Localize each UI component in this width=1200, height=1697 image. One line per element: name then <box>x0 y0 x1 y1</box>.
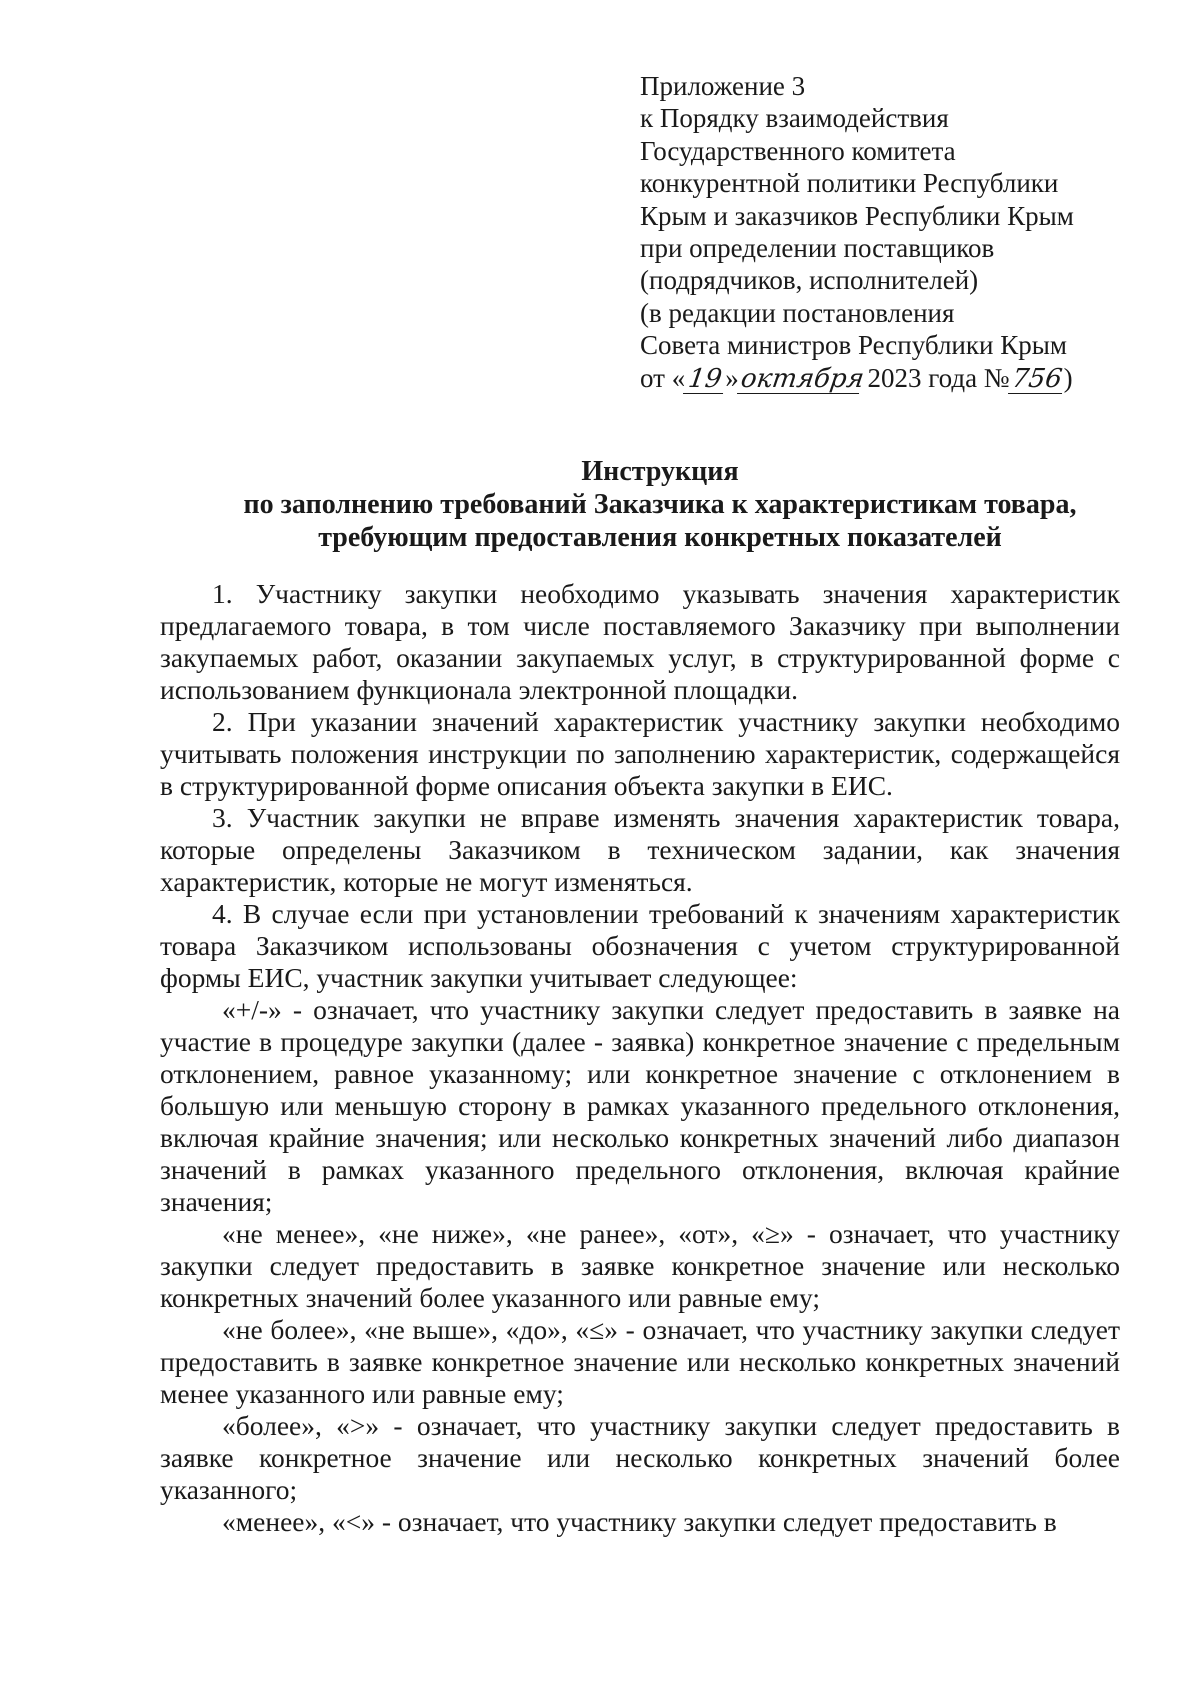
paragraph: «+/-» - означает, что участнику закупки следует предоставить в заявке на участие в процедуре закупки (далее - заявка) конкретное значение с предельным отклонением, равное указанному; или конкретное значение с отклонением в большую или меньшую сторону в рамках указанного предельного отклонения, включая крайние значения; или несколько конкретных значений либо диапазон значений в рамках указанного предельного отклонения, включая крайние значения; <box>160 994 1120 1217</box>
document-title <box>160 455 1160 554</box>
paragraph: 4. В случае если при установлении требований к значениям характеристик товара Заказчиком использованы обозначения с учетом структурированной формы ЕИС, участник закупки учитывает следующее: <box>160 898 1120 993</box>
title-line: Инструкция <box>581 456 739 487</box>
document-body <box>160 578 1120 1538</box>
paragraph: «не менее», «не ниже», «не ранее», «от», «≥» - означает, что участнику закупки следует предоставить в заявке конкретное значение или несколько конкретных значений более указанного или равные ему; <box>160 1218 1120 1313</box>
handwritten-number: 756 <box>1008 365 1066 394</box>
annex-header <box>640 70 1160 394</box>
paragraph: «более», «>» - означает, что участнику закупки следует предоставить в заявке конкретное значение или несколько конкретных значений более указанного; <box>160 1410 1120 1505</box>
paragraph: 1. Участнику закупки необходимо указывать значения характеристик предлагаемого товара, в том числе поставляемого Заказчику при выполнении закупаемых работ, оказании закупаемых услуг, в структурированной форме с использованием функционала электронной площадки. <box>160 578 1120 705</box>
annex-line: при определении поставщиков <box>640 233 995 264</box>
annex-line: (подрядчиков, исполнителей) <box>640 265 979 296</box>
handwritten-day: 19 <box>683 365 727 394</box>
date-suffix: ) <box>1063 362 1073 393</box>
paragraph: 2. При указании значений характеристик участнику закупки необходимо учитывать положения инструкции по заполнению характеристик, содержащейся в структурированной форме описания объекта закупки в ЕИС. <box>160 706 1120 801</box>
date-prefix: от « <box>640 362 686 393</box>
title-line: требующим предоставления конкретных показателей <box>318 522 1002 553</box>
paragraph: 3. Участник закупки не вправе изменять значения характеристик товара, которые определены Заказчиком в техническом задании, как значения характеристик, которые не могут изменяться. <box>160 802 1120 897</box>
annex-line: Совета министров Республики Крым <box>640 330 1067 361</box>
annex-line: Приложение 3 <box>640 71 806 101</box>
date-mid: » <box>725 362 739 393</box>
paragraph: «не более», «не выше», «до», «≤» - означает, что участнику закупки следует предоставить в заявке конкретное значение или несколько конкретных значений менее указанного или равные ему; <box>160 1314 1120 1409</box>
annex-line: Государственного комитета <box>640 135 956 166</box>
annex-line: конкурентной политики Республики <box>640 168 1059 199</box>
title-line: по заполнению требований Заказчика к характеристикам товара, <box>243 489 1077 520</box>
annex-date-line <box>640 362 1160 394</box>
date-year: 2023 года № <box>860 362 1010 393</box>
handwritten-month: октября <box>738 363 866 394</box>
annex-line: к Порядку взаимодействия <box>640 103 949 134</box>
annex-line: Крым и заказчиков Республики Крым <box>640 200 1074 231</box>
annex-line: (в редакции постановления <box>640 297 955 328</box>
paragraph: «менее», «<» - означает, что участнику закупки следует предоставить в <box>222 1506 1057 1537</box>
